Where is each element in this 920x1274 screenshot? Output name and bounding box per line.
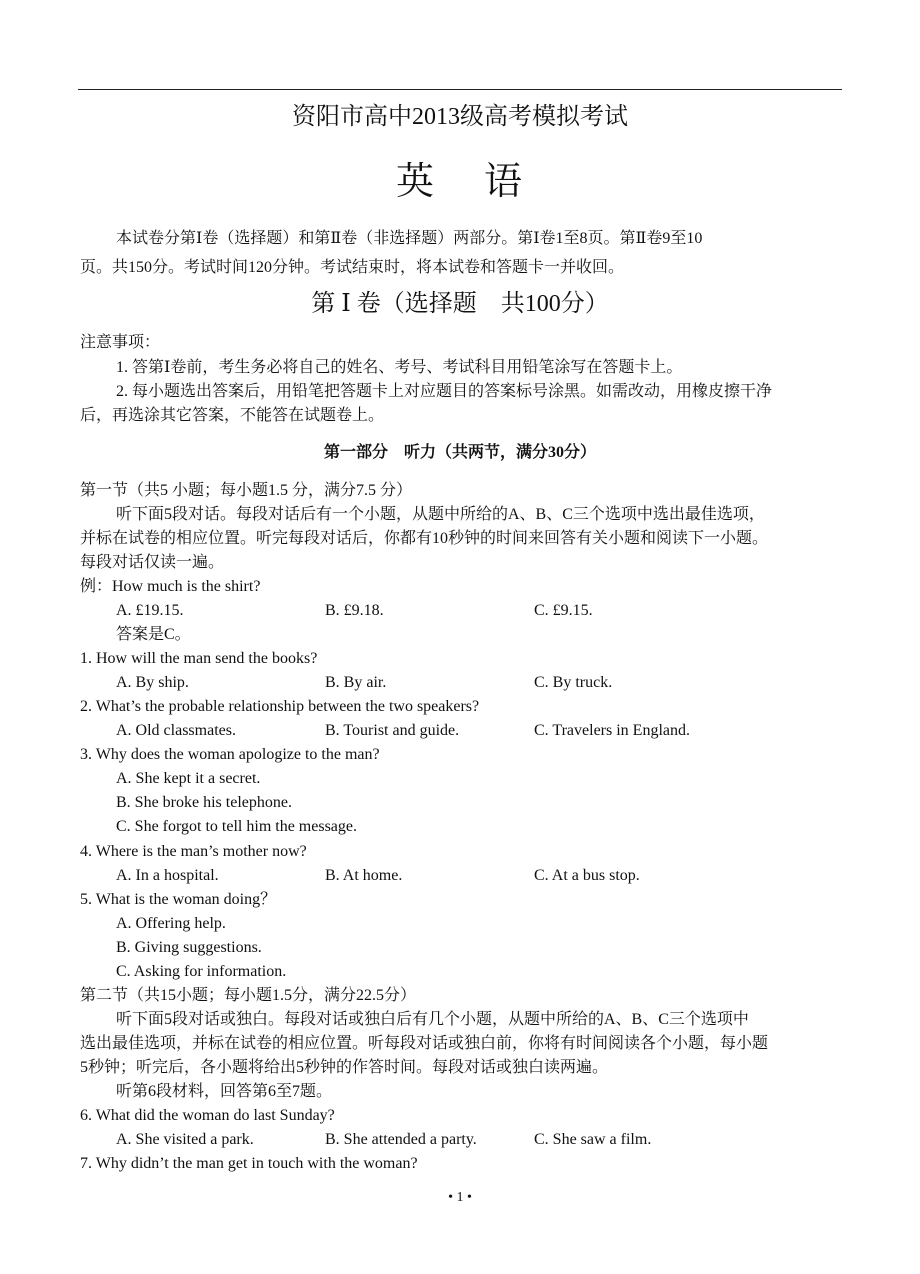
section-instruction: 听下面5段对话。每段对话后有一个小题，从题中所给的A、B、C三个选项中选出最佳选项，: [116, 506, 765, 523]
notes-item: 2. 每小题选出答案后，用铅笔把答题卡上对应题目的答案标号涂黑。如需改动，用橡皮擦干净: [116, 383, 773, 400]
option-c: C. She saw a film.: [534, 1131, 652, 1148]
notes-heading: 注意事项：: [80, 334, 161, 351]
section-instruction: 听下面5段对话或独白。每段对话或独白后有几个小题，从题中所给的A、B、C三个选项中: [116, 1011, 749, 1028]
option-b: B. Tourist and guide.: [325, 722, 460, 739]
option-a: A. £19.15.: [116, 602, 184, 619]
section-heading: 第一节（共5 小题；每小题1.5 分，满分7.5 分）: [80, 482, 413, 499]
notes-item: 后，再选涂其它答案，不能答在试题卷上。: [80, 407, 385, 424]
exam-title: 资阳市高中2013级高考模拟考试: [292, 104, 628, 130]
section-heading: 第二节（共15小题；每小题1.5分，满分22.5分）: [80, 987, 417, 1004]
option-c: C. Travelers in England.: [534, 722, 690, 739]
section-instruction: 选出最佳选项，并标在试卷的相应位置。听每段对话或独白前，你将有时间阅读各个小题，每小题: [80, 1035, 769, 1052]
option-a: A. By ship.: [116, 674, 189, 691]
example-question: 例：How much is the shirt?: [80, 578, 261, 595]
question: 4. Where is the man’s mother now?: [80, 843, 307, 860]
section-instruction: 并标在试卷的相应位置。听完每段对话后，你都有10秒钟的时间来回答有关小题和阅读下一小题。: [80, 530, 769, 547]
section-instruction: 5秒钟；听完后，各小题将给出5秒钟的作答时间。每段对话或独白读两遍。: [80, 1059, 609, 1076]
page-number: • 1 •: [448, 1190, 472, 1205]
option-a: A. She kept it a secret.: [116, 770, 261, 787]
option-a: A. In a hospital.: [116, 867, 219, 884]
option-a: A. She visited a park.: [116, 1131, 254, 1148]
part-title: 第一部分 听力（共两节，满分30分）: [323, 444, 596, 461]
question: 5. What is the woman doing？: [80, 891, 277, 908]
option-b: B. She attended a party.: [325, 1131, 477, 1148]
header-rule: [78, 89, 842, 90]
option-c: C. At a bus stop.: [534, 867, 640, 884]
subject-title: [0, 160, 920, 204]
option-b: B. Giving suggestions.: [116, 939, 262, 956]
question: 7. Why didn’t the man get in touch with the woman?: [80, 1155, 418, 1172]
notes-item: 1. 答第Ⅰ卷前，考生务必将自己的姓名、考号、考试科目用铅笔涂写在答题卡上。: [116, 359, 683, 376]
option-b: B. By air.: [325, 674, 387, 691]
option-b: B. £9.18.: [325, 602, 384, 619]
volume-title: 第 Ⅰ 卷（选择题 共100分）: [311, 291, 609, 317]
option-a: A. Old classmates.: [116, 722, 236, 739]
option-a: A. Offering help.: [116, 915, 226, 932]
subject-char: 英: [395, 161, 436, 203]
example-answer: 答案是C。: [116, 626, 191, 643]
material-note: 听第6段材料，回答第6至7题。: [116, 1083, 333, 1100]
section-instruction: 每段对话仅读一遍。: [80, 554, 225, 571]
intro-line: 本试卷分第Ⅰ卷（选择题）和第Ⅱ卷（非选择题）两部分。第Ⅰ卷1至8页。第Ⅱ卷9至10: [116, 230, 703, 247]
question: 2. What’s the probable relationship between the two speakers?: [80, 698, 480, 715]
option-c: C. Asking for information.: [116, 963, 287, 980]
intro-line: 页。共150分。考试时间120分钟。考试结束时，将本试卷和答题卡一并收回。: [80, 259, 625, 276]
subject-char: 语: [484, 161, 525, 203]
question: 1. How will the man send the books?: [80, 650, 318, 667]
question: 3. Why does the woman apologize to the man?: [80, 746, 380, 763]
option-c: C. By truck.: [534, 674, 613, 691]
option-b: B. At home.: [325, 867, 403, 884]
option-b: B. She broke his telephone.: [116, 794, 292, 811]
option-c: C. £9.15.: [534, 602, 593, 619]
option-c: C. She forgot to tell him the message.: [116, 818, 358, 835]
question: 6. What did the woman do last Sunday?: [80, 1107, 335, 1124]
